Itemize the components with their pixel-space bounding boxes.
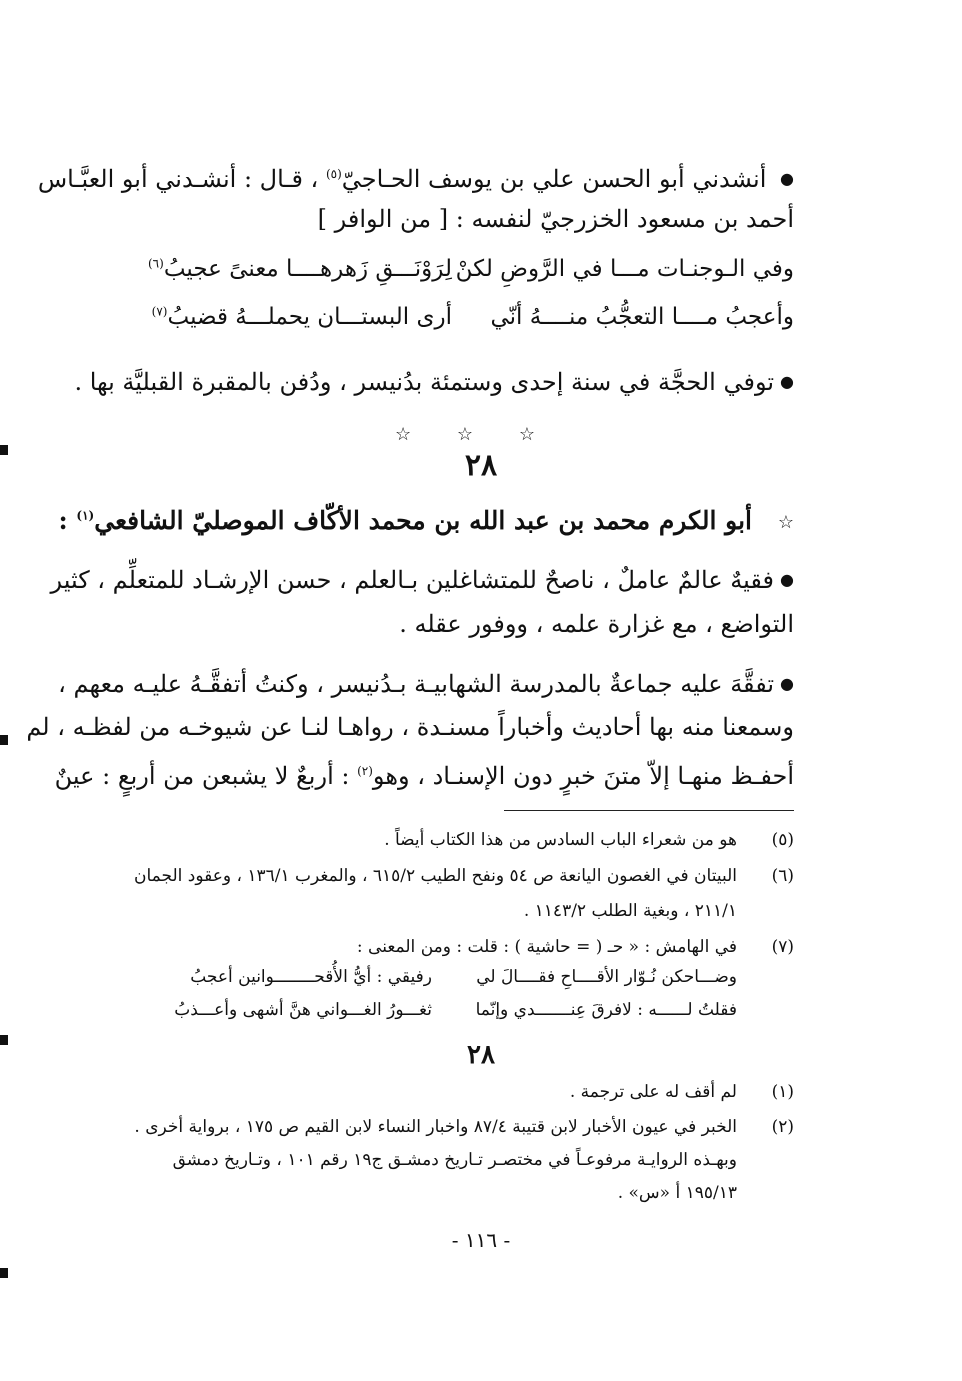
verse-2-second-hemistich [152,304,452,330]
verse-2-first-hemistich: وأعجبُ مــــا التعجُّبُ منــــهُ أنّي [490,304,794,330]
paragraph-1-line-1 [37,154,794,202]
footnote-7-verse-1-second: رفيقي : أيُّ الأُقحــــــــوانين أعجبُ [190,967,432,987]
footnote-divider [504,810,794,811]
section-separator-stars [395,424,535,445]
footnote-ref-2: (٢) [357,764,373,778]
paragraph-2: ● توفي الحجَّة في سنة إحدى وستمئة بدُنيسر ، ودُفن بالمقبرة القبليَّة بها . [130,362,794,405]
paragraph-1-line-2: أحمد بن مسعود الخزرجيّ لنفسه : [ من الوافر ] [317,205,794,233]
footnote-2-number: (٢) [771,1117,794,1137]
footnote-5-number: (٥) [771,830,794,850]
footnote-7-verse-2-first: فقلتُ لــــــه : لافرقَ عِنـــــــدي وإنّما [475,1000,737,1020]
paragraph-1-text-rest: ، قـال : أنشـدني أبو العبَّـاس [37,165,326,193]
verse-1-second-text: لِرَوْنَـــقِ زَهرهــــا معنىً عجيبُ [163,256,452,282]
footnote-6-line-2: ٢١١/١ ، وبغية الطلب ١١٤٣/٢ . [523,901,737,921]
footnote-section-number: ٢٨ [467,1040,495,1070]
footnote-2-line-3: ١٩٥/١٣ أ «س» . [617,1183,737,1203]
footnote-ref-5: (٥) [325,167,342,181]
section-number: ٢٨ [464,448,498,483]
footnote-ref-6: (٦) [147,256,164,271]
paragraph-1-text: أنشدني أبو الحسن علي بن يوسف الحـاجيّ [341,165,767,193]
footnote-7-verse-2-second: ثغـــورُ الغـــواني هنَّ أشهى وأعـــذبُ [174,1000,432,1020]
entry-heading-tail: : [58,506,77,535]
scan-margin-mark [0,735,8,745]
entry-heading [58,506,752,535]
verse-1-first-hemistich: وفي الـوجنـات مـــا في الرَّوضِ لكنْ [455,256,794,282]
paragraph-4-line-3 [54,751,794,796]
paragraph-4-text: أحفـظ منهـا إلاّ متنَ خبرٍ دون الإسنـاد ، وهو [372,762,794,790]
footnote-1-text: لم أقف له على ترجمة . [569,1082,737,1102]
footnote-1-number: (١) [771,1082,794,1102]
scan-margin-mark [0,1268,8,1278]
page-number: - ١١٦ - [451,1228,511,1252]
paragraph-3-line-1: ● فقيهٌ عالمٌ عاملٌ ، ناصحٌ للمتشاغلين بـالعلم ، حسن الإرشـاد للمتعلِّم ، كثير [130,560,794,603]
paragraph-4-line-1: ● تفقَّهَ عليه جماعةٌ بالمدرسة الشهابيـة بـدُنيسر ، وكنتُ أتفقَّـهُ عليـه معهم ، [130,664,794,707]
footnote-ref-7: (٧) [151,304,168,319]
star-icon: ☆ [395,424,412,445]
footnote-5-text: هو من شعراء الباب السادس من هذا الكتاب أيضاً . [384,830,737,850]
footnote-2-line-1: الخبر في عيون الأخبار لابن قتيبة ٨٧/٤ واخبار النساء لابن القيم ص ١٧٥ ، برواية أخرى . [134,1117,737,1137]
footnote-7-line-1: في الهامش : « حـ ( = حاشية ) : قلت : ومن المعنى : [356,937,737,957]
star-icon: ☆ [456,424,474,445]
footnote-7-number: (٧) [771,937,794,957]
paragraph-3-line-2: التواضع ، مع غزارة علمه ، ووفور عقله . [399,610,794,638]
star-icon: ☆ [518,424,535,445]
verse-1-second-hemistich [148,256,452,282]
entry-heading-text: أبو الكرم محمد بن عبد الله بن محمد الأكّاف الموصليّ الشافعي [94,506,752,535]
star-icon: ☆ [777,512,794,533]
verse-2-second-text: أرى البستـــان يحملـــهُ قضيبُ [167,304,452,330]
footnote-ref-1: (١) [76,508,95,523]
paragraph-4-text-rest: : أربعٌ لا يشبعن من أربعٍ : عينٌ [54,762,358,790]
footnote-6-line-1: البيتان في الغصون اليانعة ص ٥٤ ونفح الطيب ٦١٥/٢ ، والمغرب ١٣٦/١ ، وعقود الجمان [133,866,737,886]
paragraph-4-line-2: وسمعنا منه بها أحاديث وأخباراً مسنـدة ، رواهـا لنـا عن شيوخـه من لفظـه ، لم [26,713,794,741]
footnote-2-line-2: وبهـذه الروايـة مرفوعـاً في مختصـر تـاريخ دمشـق ج١٩ رقم ١٠١ ، وتـاريخ دمشق [172,1150,737,1170]
footnote-6-number: (٦) [771,866,794,886]
footnote-7-verse-1-first: وضـــاحكن نُـوّار الأقــــاحِ فقــــالَ لي [476,967,737,987]
